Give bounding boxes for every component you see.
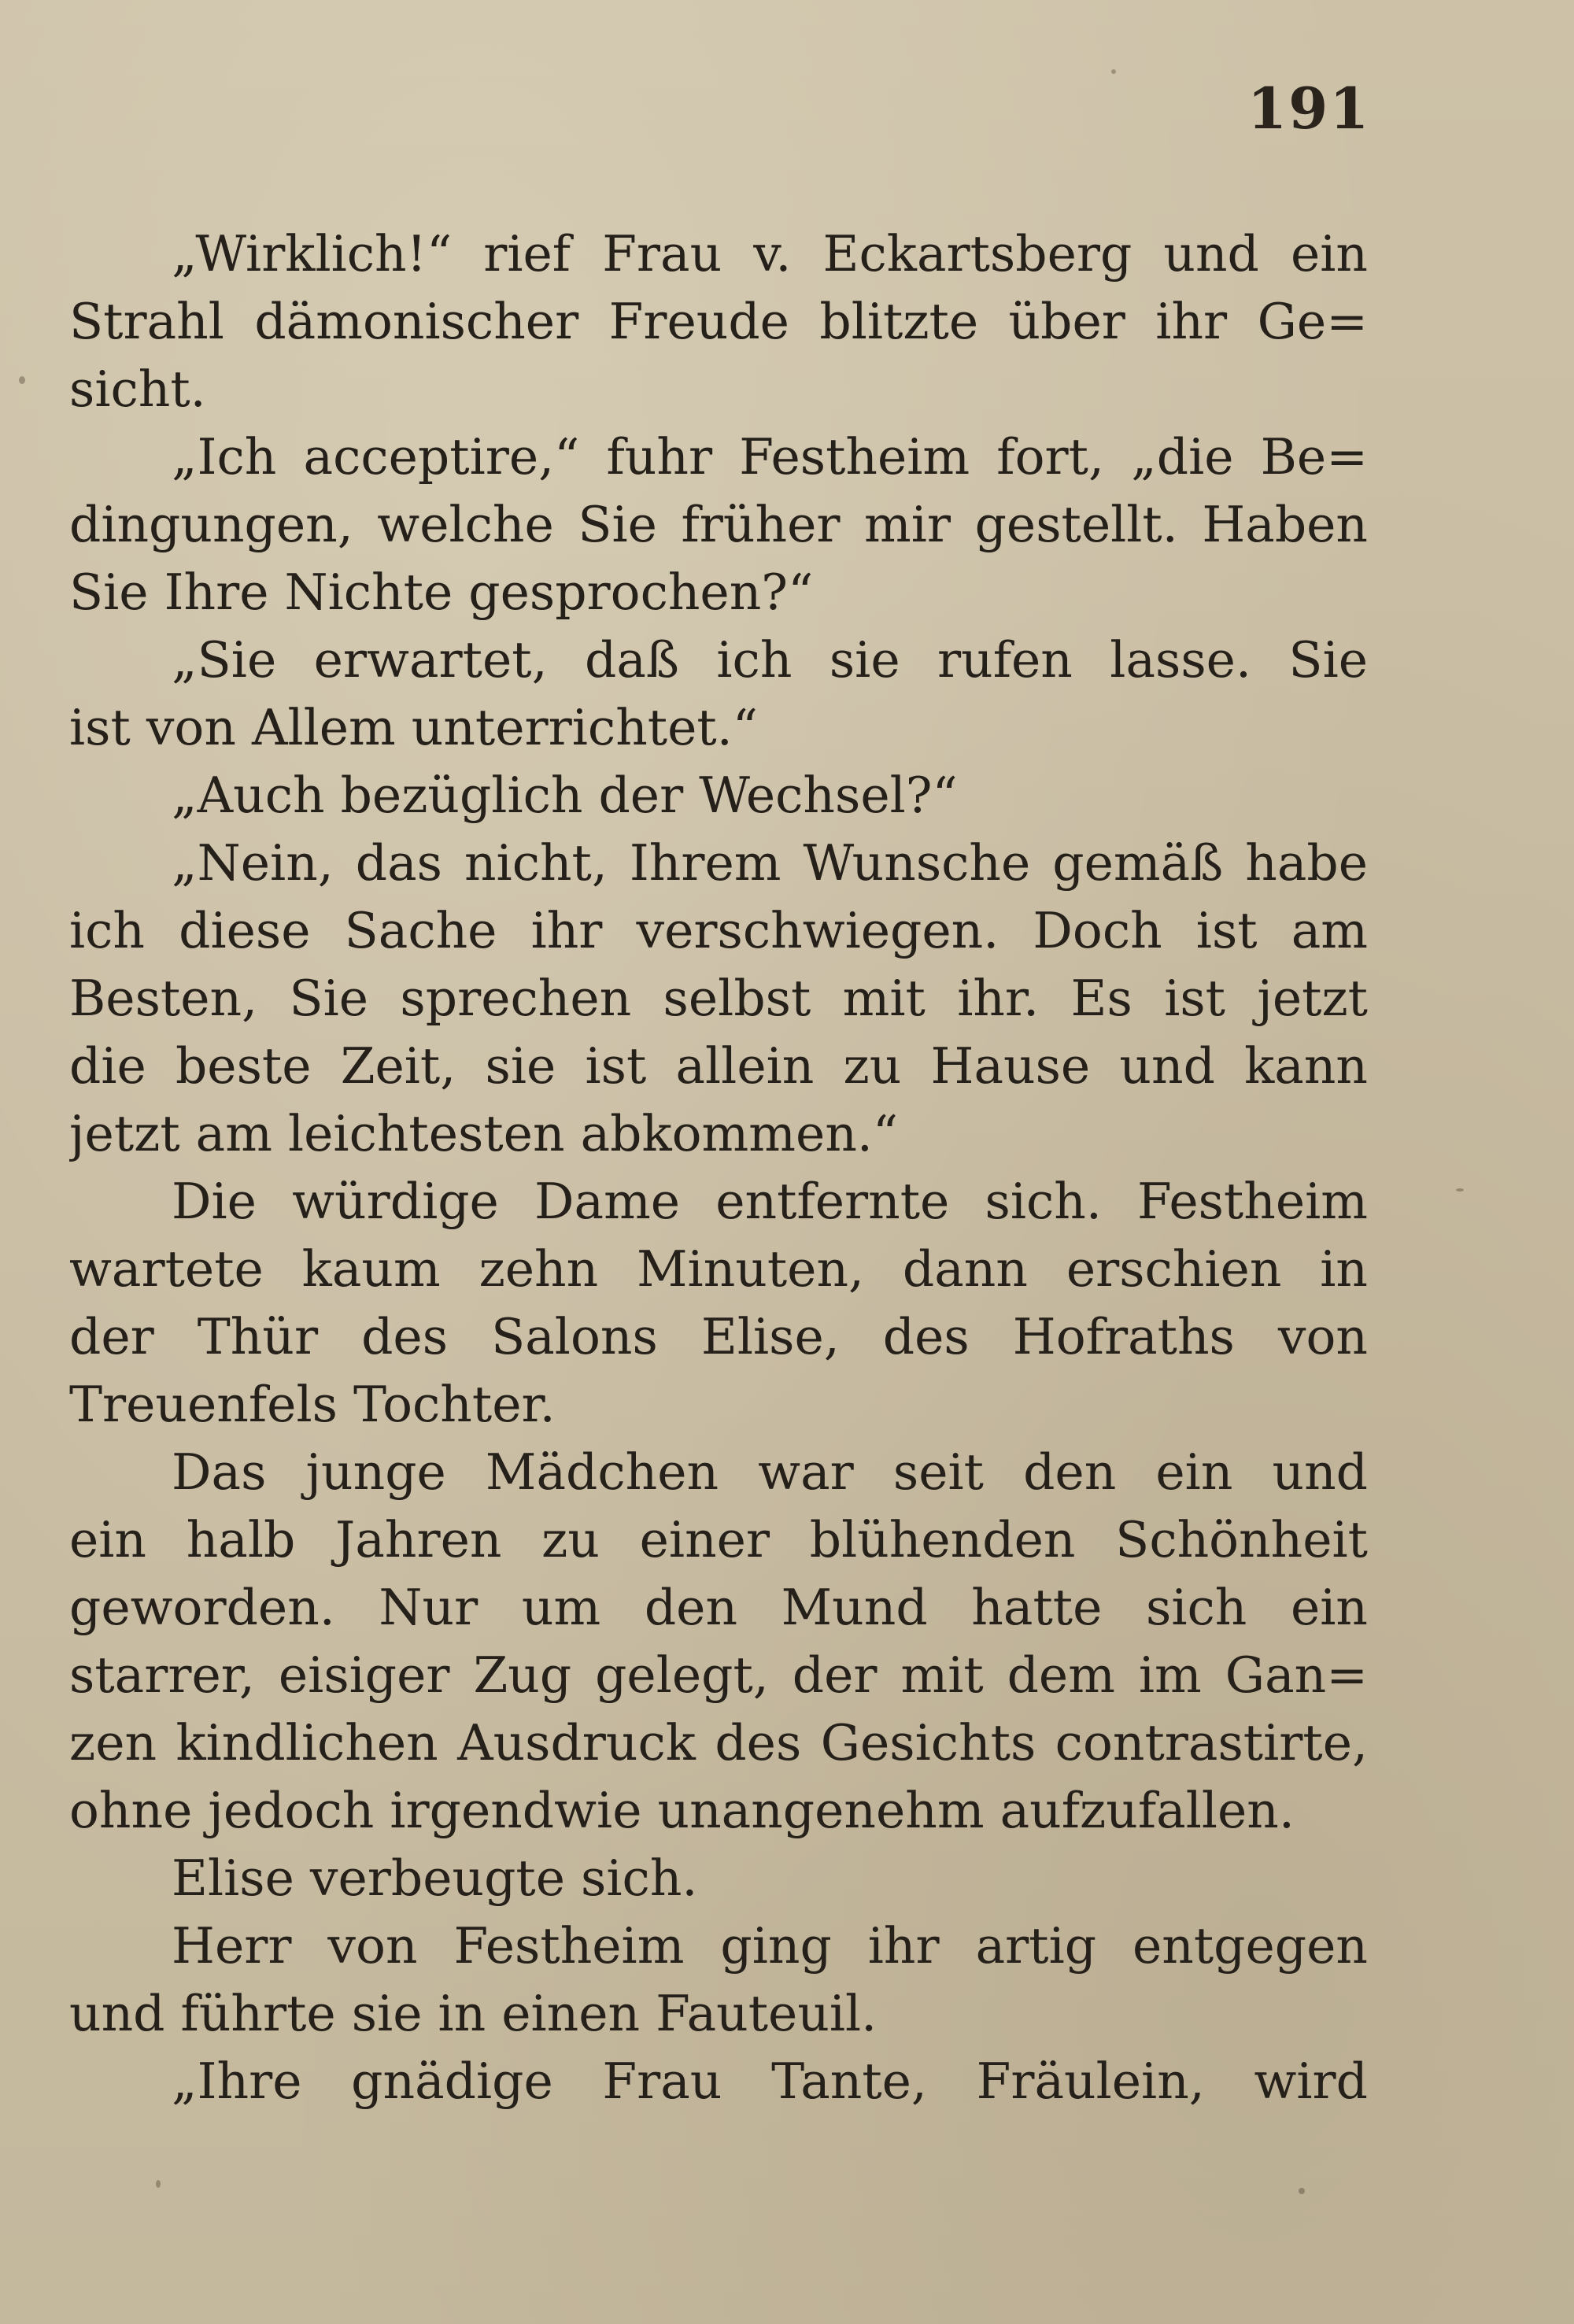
body-text [69,220,1368,2115]
text-line: Treuenfels Tochter. [69,1376,556,1433]
text-line: Besten, Sie sprechen selbst mit ihr. Es ist jetzt [69,970,1368,1027]
text-line: Das junge Mädchen war seit den ein und [172,1443,1368,1501]
text-line: Sie Ihre Nichte gesprochen?“ [69,563,814,621]
text-line: dingungen, welche Sie früher mir gestellt. Haben [69,496,1368,553]
text-line: der Thür des Salons Elise, des Hofraths von [69,1308,1368,1365]
text-line: und führte sie in einen Fauteuil. [69,1985,878,2042]
text-line: Elise verbeugte sich. [172,1849,698,1907]
text-line: zen kindlichen Ausdruck des Gesichts contrastirte, [69,1714,1368,1772]
page-number: 191 [1247,75,1371,142]
ink-speck [1111,69,1116,74]
text-line: jetzt am leichtesten abkommen.“ [69,1105,899,1162]
text-line: die beste Zeit, sie ist allein zu Hause und kann [69,1037,1368,1095]
text-line: ohne jedoch irgendwie unangenehm aufzufallen. [69,1782,1295,1839]
text-line: geworden. Nur um den Mund hatte sich ein [69,1579,1368,1636]
text-line: Die würdige Dame entfernte sich. Festheim [172,1173,1368,1230]
text-line: „Sie erwartet, daß ich sie rufen lasse. Sie [172,631,1368,689]
text-line: „Nein, das nicht, Ihrem Wunsche gemäß habe [172,834,1368,892]
text-line: ist von Allem unterrichtet.“ [69,699,758,756]
text-line: Herr von Festheim ging ihr artig entgegen [172,1917,1368,1975]
text-line: sicht. [69,360,206,418]
text-line: „Auch bezüglich der Wechsel?“ [172,767,958,824]
ink-speck [1456,1188,1464,1192]
text-line: ein halb Jahren zu einer blühenden Schönheit [69,1511,1368,1568]
text-line: „Wirklich!“ rief Frau v. Eckartsberg und ein [172,225,1368,283]
text-line: „Ihre gnädige Frau Tante, Fräulein, wird [172,2052,1368,2110]
text-line: Strahl dämonischer Freude blitzte über ihr Ge= [69,293,1368,350]
text-line: ich diese Sache ihr verschwiegen. Doch ist am [69,902,1368,959]
text-line: wartete kaum zehn Minuten, dann erschien in [69,1240,1368,1298]
ink-speck [19,376,25,384]
ink-speck [1299,2188,1305,2194]
text-line: „Ich acceptire,“ fuhr Festheim fort, „die Be= [172,428,1368,486]
ink-speck [156,2180,161,2188]
text-line: starrer, eisiger Zug gelegt, der mit dem im Gan= [69,1646,1368,1704]
